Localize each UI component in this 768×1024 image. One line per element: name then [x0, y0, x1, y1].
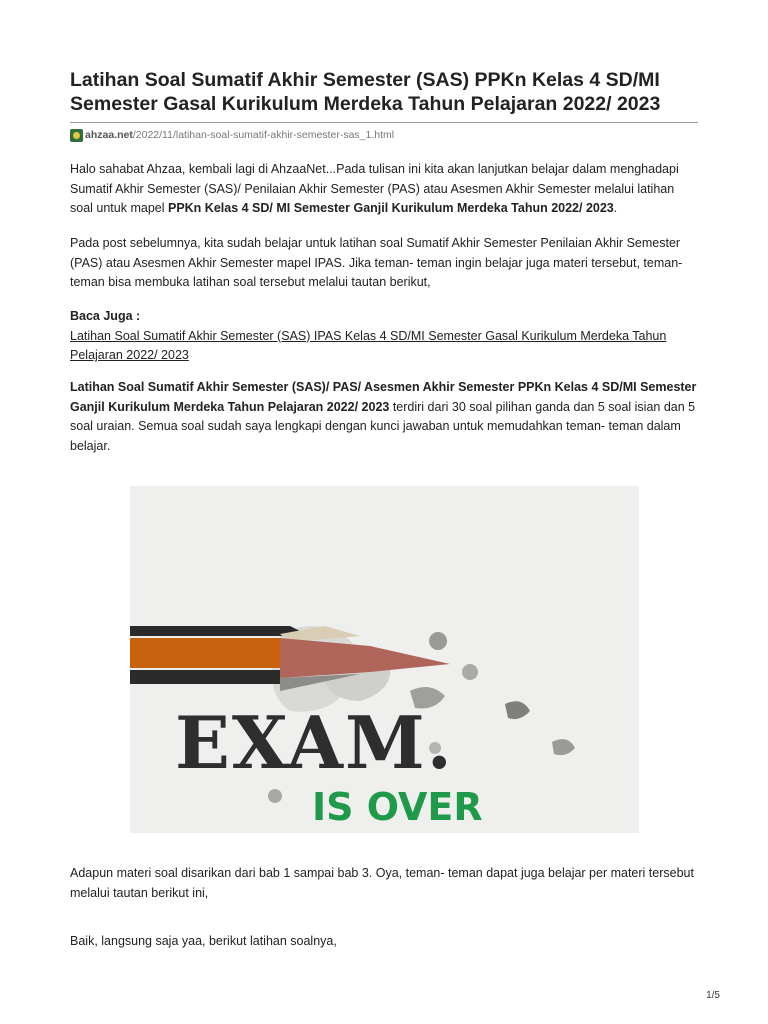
- summary-paragraph: [70, 378, 698, 456]
- baca-juga-link[interactable]: Latihan Soal Sumatif Akhir Semester (SAS) IPAS Kelas 4 SD/MI Semester Gasal Kurikulum Merdeka Tahun Pelajaran 2022/ 2023: [70, 328, 667, 362]
- materi-paragraph: Adapun materi soal disarikan dari bab 1 sampai bab 3. Oya, teman- teman dapat juga belajar per materi tersebut melalui tautan berikut ini,: [70, 866, 694, 900]
- summary-bold: Latihan Soal Sumatif Akhir Semester (SAS)/ PAS/ Asesmen Akhir Semester PPKn Kelas 4 SD/MI Semester Ganjil Kurikulum Merdeka Tahun Pelajaran 2022/ 2023: [70, 380, 697, 414]
- page-indicator: 1/5: [706, 990, 720, 1001]
- exam-is-over-image: [130, 486, 639, 833]
- source-domain: ahzaa.net: [85, 129, 133, 141]
- summary-text: terdiri dari 30 soal pilihan ganda dan 5 soal isian dan 5 soal uraian. Semua soal sudah saya lengkapi dengan kunci jawaban untuk memudahkan teman- teman dalam belajar.: [70, 399, 696, 453]
- article-title: Latihan Soal Sumatif Akhir Semester (SAS) PPKn Kelas 4 SD/MI Semester Gasal Kurikulum Merdeka Tahun Pelajaran 2022/ 2023: [70, 69, 661, 115]
- site-favicon-icon: [70, 129, 83, 142]
- is-over-word: IS OVER: [312, 785, 483, 829]
- intro-text: Halo sahabat Ahzaa, kembali lagi di AhzaaNet...Pada tulisan ini kita akan lanjutkan belajar dalam menghadapi Sumatif Akhir Semester (SAS)/ Penilaian Akhir Semester (PAS) atau Asesmen Akhir Semester melalui latihan soal untuk mapel: [70, 162, 679, 215]
- previous-post-paragraph: Pada post sebelumnya, kita sudah belajar untuk latihan soal Sumatif Akhir Semester Penilaian Akhir Semester (PAS) atau Asesmen Akhir Semester mapel IPAS. Jika teman- teman ingin belajar juga materi tersebut, teman-teman bisa membuka latihan soal tersebut melalui tautan berikut,: [70, 236, 683, 289]
- exam-illustration: [130, 486, 639, 833]
- intro-bold: PPKn Kelas 4 SD/ MI Semester Ganjil Kurikulum Merdeka Tahun 2022/ 2023: [167, 201, 614, 215]
- closing-paragraph: Baik, langsung saja yaa, berikut latihan soalnya,: [70, 934, 337, 948]
- source-url[interactable]: [70, 122, 698, 144]
- baca-juga-block: [70, 307, 698, 366]
- intro-end: .: [613, 201, 618, 215]
- intro-paragraph: [70, 160, 698, 219]
- exam-word: EXAM.: [175, 700, 454, 785]
- baca-juga-label: Baca Juga :: [70, 309, 141, 323]
- source-path: /2022/11/latihan-soal-sumatif-akhir-semester-sas_1.html: [132, 129, 395, 141]
